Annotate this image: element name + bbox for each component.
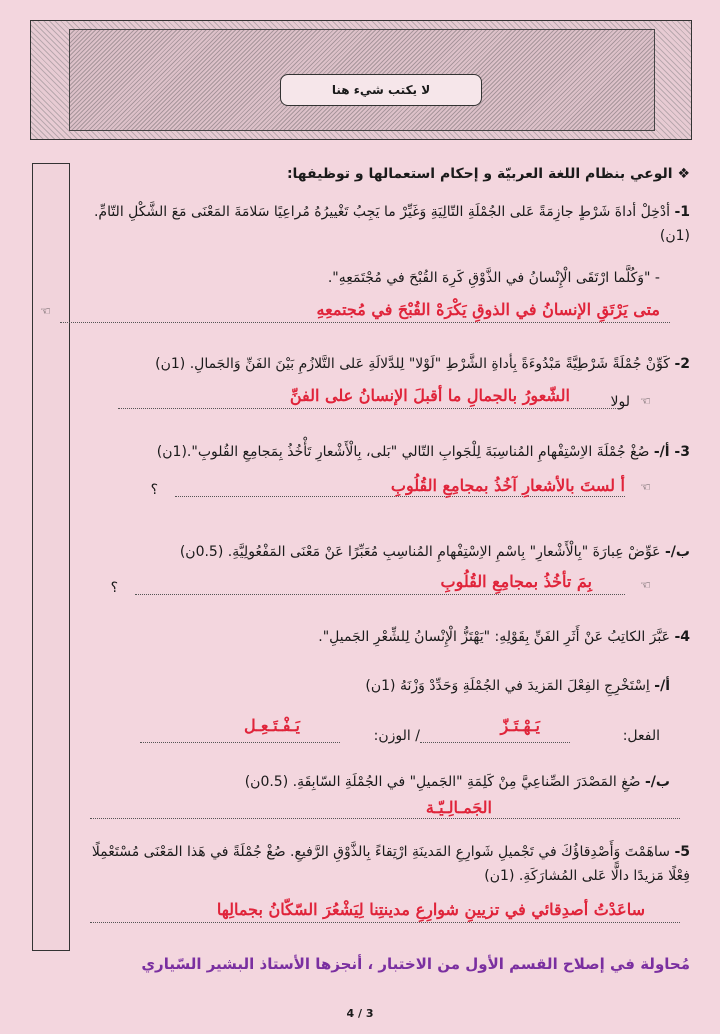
pointing-hand-icon: ☜: [640, 480, 651, 494]
answer-2: الشّعورُ بالجمالِ ما أقبلَ الإنسانُ على الفنِّ: [289, 386, 570, 405]
question-4a-number: أ/-: [654, 678, 670, 694]
question-5-text: ساهَمْتَ وَأَصْدِقاؤُكَ في تَجْميلِ شَوارِعِ المَدينَةِ ارْتِقاءً بِالذَّوْقِ الرَّفيعِ. صُغْ جُمْلَةً في هَذا المَعْنَى مُسْتَعْمِلًا فِعْلًا مَزيدًا دالًّا عَلى المُشارَكَةِ. (1ن): [91, 844, 690, 884]
answer-5: ساعَدْتُ أصدِقائي في تزيينِ شوارِعِ مدينتِنا لِيَشْعُرَ السّكّانُ بجمالِها: [216, 900, 645, 919]
question-3a-text: صُغْ جُمْلَةَ الاِسْتِفْهامِ المُناسِبَةَ لِلْجَوابِ التّالي "بَلى، بِالْأَشْعارِ تَأْخُذُ بِمَجامِعِ القُلوبِ".(1ن): [156, 444, 650, 460]
question-1-sentence: - "وَكُلَّما ارْتَقَى الْإِنْسانُ في الذَّوْقِ كَرِهَ القُبْحَ في مُجْتَمَعِهِ".: [327, 270, 660, 286]
answer-3b-question-mark: ؟: [110, 580, 118, 596]
question-2: [80, 352, 690, 376]
question-4-number: 4-: [674, 629, 690, 645]
question-2-text: كَوِّنْ جُمْلَةً شَرْطِيَّةً مَبْدُوءَةً بِأداةِ الشَّرْطِ "لَوْلا" لِلدَّلالَةِ عَلى التَّلازُمِ بَيْنَ الفَنِّ وَالجَمالِ. (1ن): [155, 356, 670, 372]
pointing-hand-icon: ☜: [640, 394, 651, 408]
answer-3a-question-mark: ؟: [150, 482, 158, 498]
question-4a: [90, 674, 670, 698]
answer-line-4b: [90, 818, 680, 819]
section-title: ❖ الوعي بنظام اللغة العربيّة و إحكام استعمالها و توظيفها:: [286, 166, 690, 182]
answer-4b: الجَمـالِـيّـة: [425, 798, 492, 817]
verb-answer-line: [420, 742, 570, 743]
question-3b: [80, 540, 690, 564]
question-4b-text: صُغِ المَصْدَرَ الصِّناعِيَّ مِنْ كَلِمَةِ "الجَميلِ" في الجُمْلَةِ السّابِقَةِ. (0.5ن): [244, 774, 641, 790]
question-4b-number: ب/-: [645, 774, 670, 790]
question-5-number: 5-: [674, 844, 690, 860]
answer-3a: أ لستَ بالأشعارِ آخُذُ بمجامِعِ القُلُوبِ: [390, 476, 625, 495]
answer-line-5: [90, 922, 680, 923]
answer-line-3a: [175, 496, 625, 497]
grading-margin-box: [32, 163, 70, 951]
question-3a: [80, 440, 690, 464]
verb-answer: يَـهْـتَـزّ: [500, 716, 540, 735]
answer-3b: بِمَ تأخُذُ بمجامِعِ القُلُوبِ: [440, 572, 592, 591]
answer-line-2: [118, 408, 618, 409]
question-3b-number: ب/-: [665, 544, 690, 560]
question-4: [80, 625, 690, 649]
answer-line-1: [60, 322, 670, 323]
question-4b: [90, 770, 670, 794]
footer-credit: مُحاولة في إصلاح القسم الأول من الاختبار ، أنجزها الأستاذ البشير السّياري: [141, 955, 690, 973]
no-write-label: لا يكتب شيء هنا: [280, 74, 482, 106]
question-4-text: عَبَّرَ الكاتِبُ عَنْ أَثَرِ الفَنِّ بِقَوْلِهِ: "يَهْتَزُّ الْإِنْسانُ لِلشِّعْرِ الجَميلِ".: [318, 629, 670, 645]
question-3a-number: 3- أ/-: [653, 444, 690, 460]
answer-line-3b: [135, 594, 625, 595]
weight-answer: يَـفْـتَـعِـل: [244, 716, 300, 735]
page-number: 4 / 3: [346, 1007, 374, 1020]
pointing-hand-icon: ☜: [40, 304, 51, 318]
question-1-text: أدْخِلْ أداةَ شَرْطٍ جازِمَةً عَلى الجُمْلَةِ التّالِيَةِ وَغَيِّرْ ما يَجِبُ تَغْييرُهُ مُراعِيًا سَلامَةَ المَعْنَى مَعَ الشَّكْلِ التّامِّ. (1ن): [93, 204, 690, 244]
question-1: [80, 200, 690, 248]
answer-2-prefix: لولا: [610, 394, 630, 410]
question-5: [80, 840, 690, 888]
question-2-number: 2-: [674, 356, 690, 372]
weight-label: / الوزن:: [373, 728, 420, 744]
weight-answer-line: [140, 742, 340, 743]
header-inner-box: [69, 29, 655, 131]
question-4a-text: اِسْتَخْرِجِ الفِعْلَ المَزيدَ في الجُمْلَةِ وَحَدِّدْ وَزْنَهُ (1ن): [365, 678, 650, 694]
header-hatched-box: [30, 20, 692, 140]
pointing-hand-icon: ☜: [640, 578, 651, 592]
answer-1: متى يَرْتَقِ الإنسانُ في الذوقِ يَكْرَهْ القُبْحَ في مُجتمعِهِ: [316, 300, 660, 319]
question-1-number: 1-: [674, 204, 690, 220]
question-3b-text: عَوِّضْ عِبارَةَ "بِالْأَشْعارِ" بِاسْمِ الاِسْتِفْهامِ المُناسِبِ مُعَبِّرًا عَنْ مَعْنَى المَفْعُولِيَّةِ. (0.5ن): [179, 544, 661, 560]
verb-label: الفعل:: [622, 728, 660, 744]
